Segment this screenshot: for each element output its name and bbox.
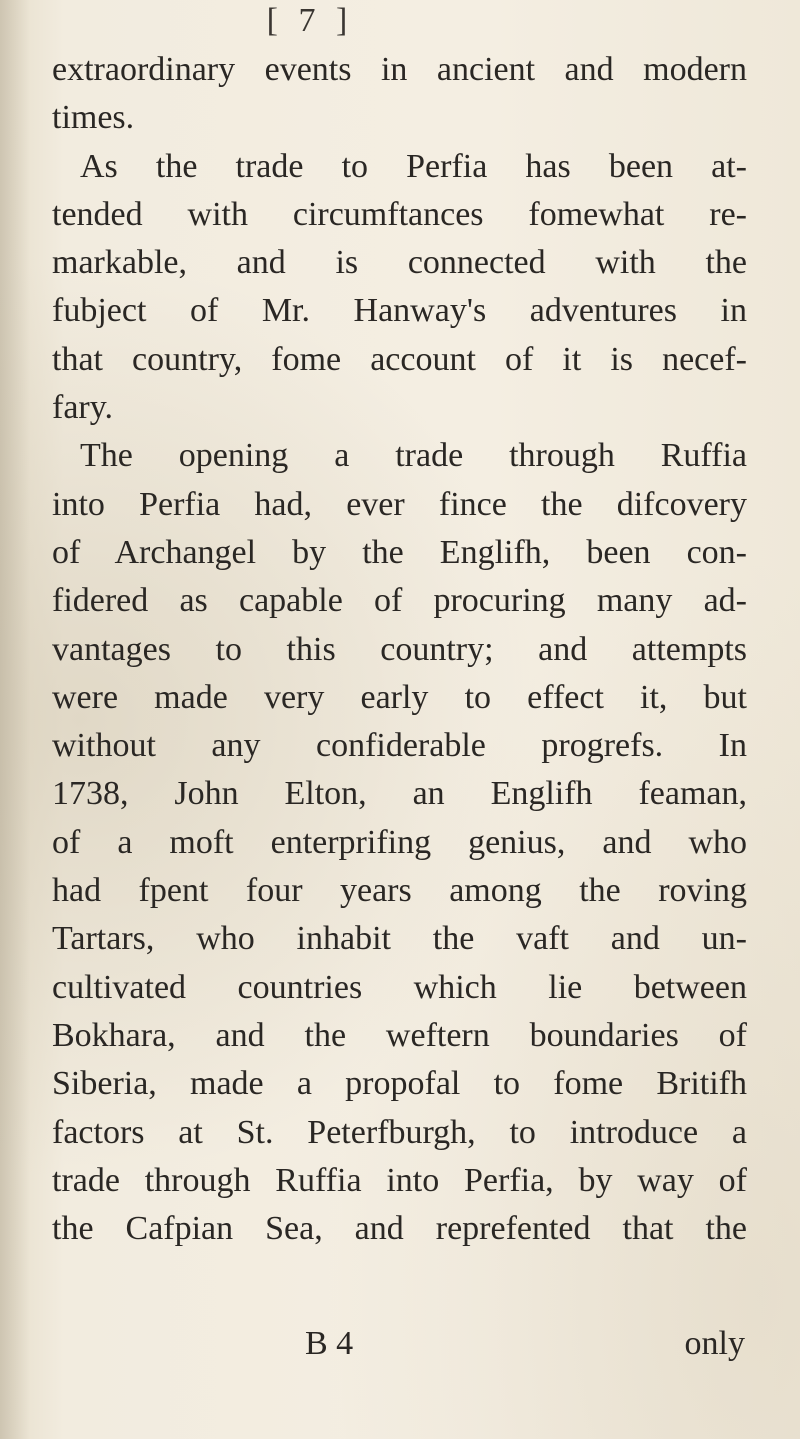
- text-line: were made very early to effect it, but: [52, 678, 747, 716]
- text-line: times.: [52, 99, 135, 137]
- text-line: vantages to this country; and attempts: [52, 630, 747, 668]
- text-line: As the trade to Perfia has been at-: [80, 147, 747, 185]
- text-line: into Perfia had, ever fince the difcovery: [52, 485, 747, 523]
- catchword: only: [684, 1325, 745, 1362]
- text-line: trade through Ruffia into Perfia, by way of: [52, 1161, 747, 1199]
- text-line: Bokhara, and the weftern boundaries of: [52, 1016, 747, 1054]
- text-line: Tartars, who inhabit the vaft and un-: [52, 920, 747, 958]
- text-line: 1738, John Elton, an Englifh feaman,: [52, 775, 747, 813]
- text-line: that country, fome account of it is necef-: [52, 340, 747, 378]
- page-footer: [305, 1320, 745, 1368]
- text-line: cultivated countries which lie between: [52, 968, 747, 1006]
- text-line: of Archangel by the Englifh, been con-: [52, 533, 747, 571]
- text-line: markable, and is connected with the: [52, 244, 747, 282]
- signature-mark: B 4: [305, 1325, 354, 1362]
- text-line: Siberia, made a propofal to fome Britifh: [52, 1065, 747, 1103]
- text-line: fary.: [52, 389, 114, 427]
- page-number: [ 7 ]: [266, 2, 354, 39]
- text-line: of a moft enterprifing genius, and who: [52, 823, 747, 861]
- text-line: the Cafpian Sea, and reprefented that the: [52, 1210, 747, 1248]
- spine-shadow: [0, 0, 30, 1439]
- text-line: had fpent four years among the roving: [52, 872, 747, 910]
- text-line: fidered as capable of procuring many ad-: [52, 582, 747, 620]
- text-line: fubject of Mr. Hanway's adventures in: [52, 292, 747, 330]
- text-line: extraordinary events in ancient and modern: [52, 51, 747, 88]
- text-line: The opening a trade through Ruffia: [80, 437, 747, 475]
- text-line: tended with circumftances fomewhat re-: [52, 195, 747, 233]
- body-text: [52, 46, 747, 1253]
- text-line: factors at St. Peterfburgh, to introduce a: [52, 1113, 747, 1151]
- text-line: without any confiderable progrefs. In: [52, 727, 747, 765]
